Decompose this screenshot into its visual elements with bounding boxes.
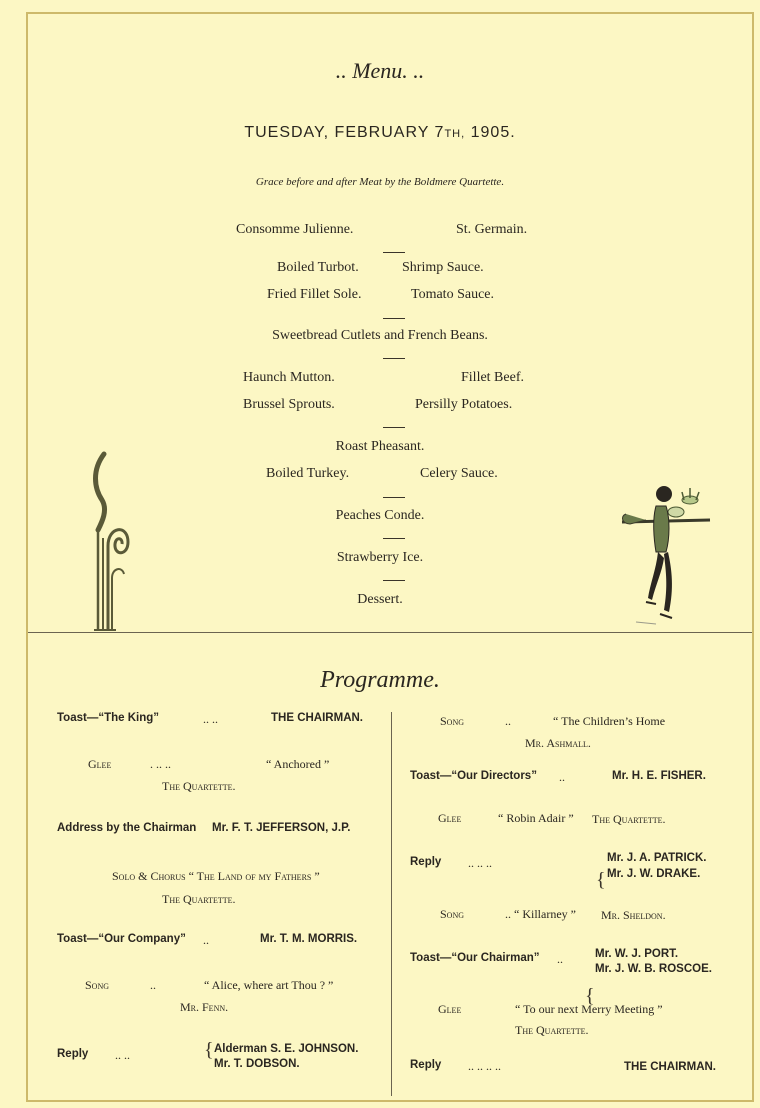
course-divider bbox=[383, 538, 405, 539]
glee3-label: Glee bbox=[438, 1002, 462, 1016]
reply2-label: Reply bbox=[410, 856, 442, 868]
course-divider bbox=[383, 252, 405, 253]
dish-haunch-mutton: Haunch Mutton. bbox=[243, 370, 335, 385]
song3-title: .. “ Killarney ” bbox=[505, 907, 576, 921]
glee3-performer: The Quartette. bbox=[515, 1023, 589, 1037]
art-nouveau-ornament-icon bbox=[88, 448, 134, 634]
dish-tomato-sauce: Tomato Sauce. bbox=[411, 287, 494, 302]
song2-dots: .. bbox=[505, 714, 511, 728]
song2-performer: Mr. Ashmall. bbox=[525, 736, 591, 750]
column-divider bbox=[391, 712, 392, 1096]
section-divider bbox=[28, 632, 752, 633]
course-divider bbox=[383, 427, 405, 428]
dish-consomme: Consomme Julienne. bbox=[236, 222, 354, 237]
glee2-title: “ Robin Adair ” bbox=[498, 811, 574, 825]
reply1-dots: .. .. bbox=[115, 1048, 130, 1062]
programme-title: Programme. bbox=[320, 667, 440, 693]
dish-boiled-turkey: Boiled Turkey. bbox=[266, 466, 350, 481]
dish-dessert: Dessert. bbox=[357, 592, 403, 607]
glee3-title: “ To our next Merry Meeting ” bbox=[515, 1002, 663, 1016]
dish-peaches-conde: Peaches Conde. bbox=[335, 508, 425, 523]
reply1-responder-2: Mr. T. DOBSON. bbox=[214, 1058, 300, 1070]
song2-label: Song bbox=[440, 714, 465, 728]
reply1-responder-1: Alderman S. E. JOHNSON. bbox=[214, 1043, 359, 1055]
dish-st-germain: St. Germain. bbox=[456, 222, 528, 237]
toast-directors-label: Toast—“Our Directors” bbox=[410, 770, 537, 782]
song1-performer: Mr. Fenn. bbox=[180, 1000, 229, 1014]
address-speaker: Mr. F. T. JEFFERSON, J.P. bbox=[212, 822, 351, 834]
dish-celery-sauce: Celery Sauce. bbox=[420, 466, 498, 481]
course-divider bbox=[383, 497, 405, 498]
course-divider bbox=[383, 358, 405, 359]
toast-chairman-label: Toast—“Our Chairman” bbox=[410, 952, 540, 964]
toast-company-label: Toast—“Our Company” bbox=[57, 933, 186, 945]
glee1-performer: The Quartette. bbox=[162, 779, 236, 793]
toast-company-responder: Mr. T. M. MORRIS. bbox=[260, 933, 358, 945]
brace-icon: { bbox=[585, 985, 595, 1007]
dish-roast-pheasant: Roast Pheasant. bbox=[335, 439, 425, 454]
dish-sweetbread: Sweetbread Cutlets and French Beans. bbox=[272, 328, 488, 343]
toast-chairman-dots: .. bbox=[557, 952, 563, 966]
song1-dots: .. bbox=[150, 978, 156, 992]
reply2-dots: .. .. .. bbox=[468, 856, 492, 870]
solo-chorus-line: Solo & Chorus “ The Land of my Fathers ” bbox=[112, 869, 320, 883]
menu-title: .. Menu. .. bbox=[335, 58, 425, 83]
dish-fillet-beef: Fillet Beef. bbox=[461, 370, 524, 385]
reply2-responder-1: Mr. J. A. PATRICK. bbox=[607, 852, 707, 864]
reply1-label: Reply bbox=[57, 1048, 89, 1060]
toast-chairman-responder-2: Mr. J. W. B. ROSCOE. bbox=[595, 963, 712, 975]
solo-performer: The Quartette. bbox=[162, 892, 236, 906]
dish-persilly-potatoes: Persilly Potatoes. bbox=[415, 397, 513, 412]
grace-note: Grace before and after Meat by the Boldmere Quartette. bbox=[255, 176, 505, 188]
toast-directors-dots: .. bbox=[559, 770, 565, 784]
brace-icon: { bbox=[596, 869, 606, 891]
glee1-label: Glee bbox=[88, 757, 112, 771]
reply2-responder-2: Mr. J. W. DRAKE. bbox=[607, 868, 701, 880]
dish-strawberry-ice: Strawberry Ice. bbox=[336, 550, 424, 565]
reply3-label: Reply bbox=[410, 1059, 442, 1071]
toast-directors-responder: Mr. H. E. FISHER. bbox=[612, 770, 706, 782]
dish-shrimp-sauce: Shrimp Sauce. bbox=[402, 260, 484, 275]
address-label: Address by the Chairman bbox=[57, 822, 197, 834]
reply3-dots: .. .. .. .. bbox=[468, 1059, 501, 1073]
waiter-illustration-icon bbox=[616, 480, 716, 632]
song1-title: “ Alice, where art Thou ? ” bbox=[204, 978, 334, 992]
toast-king-responder: THE CHAIRMAN. bbox=[271, 712, 363, 724]
dish-brussel-sprouts: Brussel Sprouts. bbox=[243, 397, 335, 412]
toast-chairman-responder-1: Mr. W. J. PORT. bbox=[595, 948, 679, 960]
reply3-responder: THE CHAIRMAN. bbox=[624, 1061, 716, 1073]
dish-boiled-turbot: Boiled Turbot. bbox=[277, 260, 359, 275]
toast-company-dots: .. bbox=[203, 933, 209, 947]
course-divider bbox=[383, 580, 405, 581]
glee1-title: “ Anchored ” bbox=[266, 757, 330, 771]
glee2-performer: The Quartette. bbox=[592, 812, 666, 826]
song1-label: Song bbox=[85, 978, 110, 992]
glee1-dots: . .. .. bbox=[150, 757, 171, 771]
brace-icon: { bbox=[204, 1039, 214, 1061]
song2-title: “ The Children’s Home bbox=[553, 714, 666, 728]
toast-king-dots: .. .. bbox=[203, 712, 218, 726]
song3-performer: Mr. Sheldon. bbox=[601, 908, 666, 922]
dish-fillet-sole: Fried Fillet Sole. bbox=[267, 287, 362, 302]
song3-label: Song bbox=[440, 907, 465, 921]
menu-date: TUESDAY, FEBRUARY 7TH, 1905. bbox=[244, 124, 516, 141]
toast-king-label: Toast—“The King” bbox=[57, 712, 160, 724]
course-divider bbox=[383, 318, 405, 319]
glee2-label: Glee bbox=[438, 811, 462, 825]
